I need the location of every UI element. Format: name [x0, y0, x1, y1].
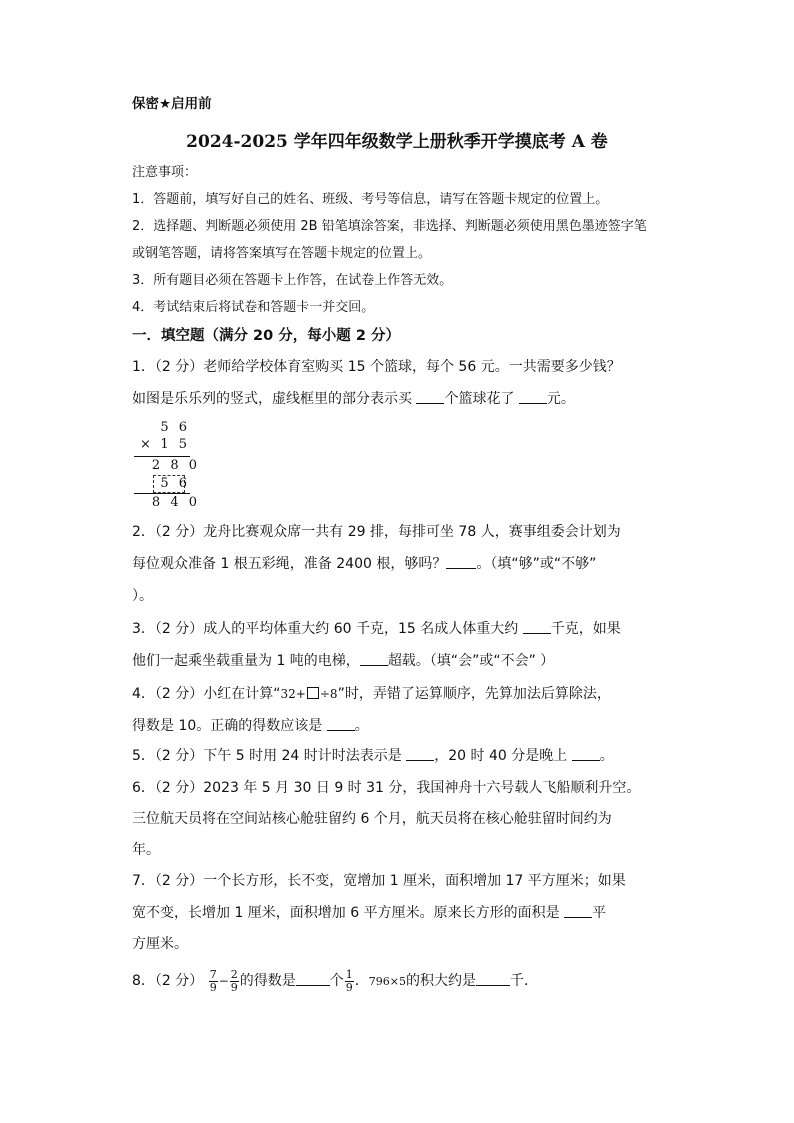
q8-prefix: 8．（2 分）	[132, 973, 204, 989]
q5-blank-1	[406, 746, 434, 761]
calc-product: 8 4 0	[151, 495, 200, 510]
calc-multiplicand: 5 6	[160, 420, 190, 435]
q1-line-2	[132, 389, 575, 409]
q7-text-a: 宽不变，长增加 1 厘米，面积增加 6 平方厘米。原来长方形的面积是	[132, 905, 565, 921]
notice-item-2: 2．选择题、判断题必须使用 2B 铅笔填涂答案，非选择、判断题必须使用黑色墨迹签字笔	[132, 219, 647, 234]
q2-line-2	[132, 554, 596, 574]
q1-text-c: 元。	[546, 391, 575, 407]
q3-text-d: 超载。（填“会”或“不会” ）	[387, 653, 555, 669]
q5-text-c: 。	[599, 748, 614, 764]
fraction-2-9	[230, 969, 239, 994]
q2-line-1: 2．（2 分）龙舟比赛观众席一共有 29 排，每排可坐 78 人，赛事组委会计划为	[132, 524, 621, 540]
q4-text-d: 。	[354, 718, 369, 734]
q8-expr: 796×5	[368, 975, 406, 988]
fraction-denominator: 9	[345, 980, 353, 994]
notice-item-1: 1．答题前，填写好自己的姓名、班级、考号等信息，请写在答题卡规定的位置上。	[132, 192, 609, 207]
calc-partial-2: 5 6	[160, 476, 190, 491]
q4-text-c: 得数是 10。正确的得数应该是	[132, 718, 327, 734]
notice-heading: 注意事项：	[132, 165, 198, 180]
q3-text-a: 3．（2 分）成人的平均体重大约 60 千克，15 名成人体重大约	[132, 621, 523, 637]
q5-text-b: ，20 时 40 分是晚上	[434, 748, 572, 764]
q3-line-2	[132, 651, 554, 671]
q8-text-e: 千．	[510, 973, 538, 989]
q2-text-b: 。（填“够”或“不够”	[476, 556, 597, 572]
q3-text-c: 他们一起乘坐载重量为 1 吨的电梯，	[132, 653, 360, 669]
confidential-label: 保密★启用前	[132, 96, 212, 112]
q6-line-1: 6．（2 分）2023 年 5 月 30 日 9 时 31 分，我国神舟十六号载人飞船顺利升空。	[132, 780, 641, 796]
q8-line-1	[132, 966, 538, 997]
q8-text-d: 的积大约是	[406, 973, 476, 989]
empty-box-icon	[307, 687, 319, 699]
calc-rule-1	[134, 456, 190, 457]
q5-blank-2	[572, 746, 600, 761]
fraction-numerator: 1	[345, 967, 353, 981]
calc-partial-1: 2 8 0	[151, 458, 200, 473]
q7-text-b: 平	[592, 905, 607, 921]
notice-item-3: 3．所有题目必须在答题卡上作答，在试卷上作答无效。	[132, 273, 453, 288]
fraction-7-9	[209, 969, 218, 994]
notice-item-2-cont: 或钢笔答题，请将答案填写在答题卡规定的位置上。	[132, 246, 432, 261]
q8-blank-1	[296, 971, 330, 986]
q8-blank-2	[476, 971, 510, 986]
notice-item-4: 4．考试结束后将试卷和答题卡一并交回。	[132, 300, 375, 315]
q4-text-a: 4．（2 分）小红在计算“	[132, 686, 281, 702]
q8-text-c: ．	[354, 973, 369, 989]
q4-line-1	[132, 684, 611, 704]
fraction-denominator: 9	[209, 980, 217, 994]
calc-rule-2	[134, 493, 190, 494]
exam-title: 2024-2025 学年四年级数学上册秋季开学摸底考 A 卷	[186, 132, 608, 152]
q5-line-1	[132, 746, 614, 766]
q2-line-3: ）。	[132, 588, 153, 604]
q4-text-b: ”时，弄错了运算顺序，先算加法后算除法，	[337, 686, 611, 702]
q1-text-b: 个篮球花了	[444, 391, 519, 407]
q8-text-b: 个	[329, 973, 344, 989]
q6-line-3: 年。	[132, 842, 160, 858]
q1-line-1: 1．（2 分）老师给学校体育室购买 15 个篮球，每个 56 元。一共需要多少钱？	[132, 359, 621, 375]
q4-expr-b: ÷8	[319, 687, 338, 701]
q1-text-a: 如图是乐乐列的竖式，虚线框里的部分表示买	[132, 391, 417, 407]
q2-blank	[446, 554, 476, 569]
fraction-numerator: 7	[209, 967, 217, 981]
vertical-multiplication	[132, 420, 202, 515]
q4-line-2	[132, 716, 369, 736]
q1-blank-2	[519, 389, 547, 404]
q3-text-b: 千克，如果	[550, 621, 621, 637]
fraction-1-9	[345, 969, 354, 994]
q5-text-a: 5．（2 分）下午 5 时用 24 时计时法表示是	[132, 748, 407, 764]
q1-blank-1	[416, 389, 444, 404]
fraction-denominator: 9	[230, 980, 238, 994]
q3-blank-1	[523, 619, 551, 634]
q4-expr-a: 32+	[280, 687, 306, 701]
q4-blank	[327, 716, 355, 731]
q8-text-a: 的得数是	[239, 973, 296, 989]
section-title: 一．填空题（满分 20 分，每小题 2 分）	[132, 328, 400, 344]
minus-sign: −	[218, 974, 229, 988]
q6-line-2: 三位航天员将在空间站核心舱驻留约 6 个月，航天员将在核心舱驻留时间约为	[132, 811, 612, 827]
q3-blank-2	[360, 651, 388, 666]
calc-multiplier: 1 5	[160, 437, 190, 452]
q2-text-a: 每位观众准备 1 根五彩绳，准备 2400 根，够吗？	[132, 556, 447, 572]
q7-blank	[564, 903, 592, 918]
q7-line-2	[132, 903, 606, 923]
q7-line-3: 方厘米。	[132, 936, 188, 952]
q7-line-1: 7．（2 分）一个长方形，长不变，宽增加 1 厘米，面积增加 17 平方厘米；如果	[132, 873, 626, 889]
fraction-numerator: 2	[230, 967, 238, 981]
times-sign: ×	[140, 437, 151, 452]
q3-line-1	[132, 619, 621, 639]
